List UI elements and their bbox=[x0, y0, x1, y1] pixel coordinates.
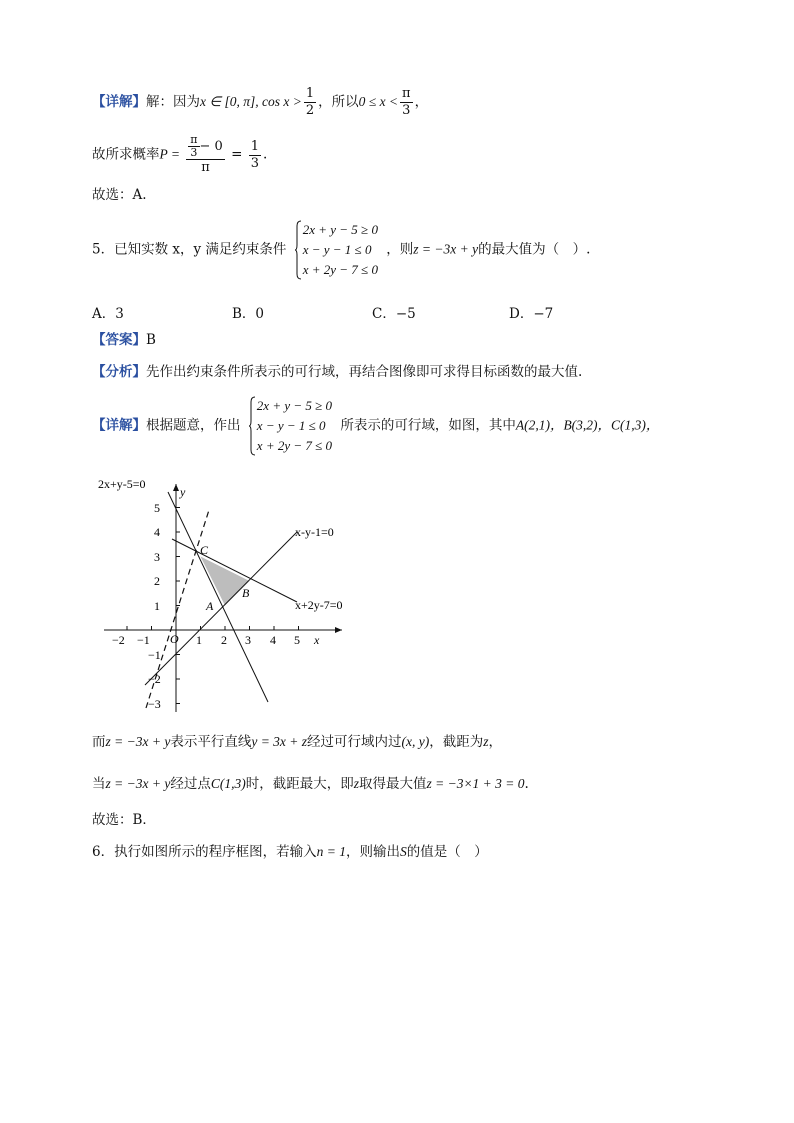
label-2x-y-5: 2x+y-5=0 bbox=[98, 477, 146, 491]
svg-text:−2: −2 bbox=[112, 633, 125, 647]
svg-text:4: 4 bbox=[154, 525, 160, 539]
option-b: B．0 bbox=[232, 306, 265, 322]
svg-text:5: 5 bbox=[294, 633, 300, 647]
svg-text:3: 3 bbox=[154, 550, 160, 564]
svg-text:−2: −2 bbox=[148, 672, 161, 686]
option-c: C．−5 bbox=[372, 306, 416, 322]
probability-line: 故所求概率P = $\frac{\pi}{3}$ − 0 π = $\frac{1}{3}$ . bbox=[92, 133, 268, 175]
brace-icon bbox=[249, 396, 256, 456]
detail-line-1: 【详解】解：因为x ∈ [0, π], cos x > $\frac{1}{2}$ ，所以0 ≤ x < $\frac{\pi}{3}$ ， bbox=[92, 86, 429, 118]
detail-tag: 【详解】 bbox=[92, 94, 146, 110]
option-a: A．3 bbox=[92, 306, 124, 322]
axis-label-x: x bbox=[314, 633, 320, 647]
svg-text:1: 1 bbox=[196, 633, 202, 647]
detail-line-2: 【详解】根据题意，作出 2x + y − 5 ≥ 0 x − y − 1 ≤ 0 x + 2y − 7 ≤ 0 所表示的可行域，如图，其中A(2,1)，B(3,2)，C(1,3)， bbox=[92, 396, 659, 456]
label-x-2y-7: x+2y-7=0 bbox=[295, 598, 343, 612]
constraint-system-detail: 2x + y − 5 ≥ 0 x − y − 1 ≤ 0 x + 2y − 7 ≤ 0 bbox=[249, 396, 332, 456]
fraction-half: $\frac{1}{2}$ bbox=[305, 86, 315, 118]
line-2x-y-5 bbox=[168, 492, 268, 702]
axis-label-y: y bbox=[180, 485, 186, 499]
line-x-y-1 bbox=[145, 532, 297, 685]
explain-line-2: 当z = −3x + y经过点C(1,3)时，截距最大，即z取得最大值z = −3×1 + 3 = 0. bbox=[92, 776, 529, 792]
svg-text:−1: −1 bbox=[148, 648, 161, 662]
svg-text:4: 4 bbox=[270, 633, 276, 647]
svg-text:5: 5 bbox=[154, 501, 160, 515]
constraint-system-q5: 2x + y − 5 ≥ 0 x − y − 1 ≤ 0 x + 2y − 7 ≤ 0 bbox=[295, 220, 378, 280]
svg-text:−3: −3 bbox=[148, 697, 161, 711]
svg-text:2: 2 bbox=[154, 574, 160, 588]
point-label-c: C bbox=[200, 543, 209, 557]
origin-label: O bbox=[170, 632, 179, 646]
brace-icon bbox=[295, 220, 302, 280]
point-label-a: A bbox=[206, 599, 214, 613]
choose-a: 故选：A. bbox=[92, 187, 147, 203]
x-arrow-icon bbox=[335, 627, 342, 633]
explain-line-1: 而z = −3x + y表示平行直线y = 3x + z经过可行域内过(x, y)，截距为z， bbox=[92, 734, 503, 750]
answer-line: 【答案】B bbox=[92, 332, 156, 348]
label-x-y-1: x-y-1=0 bbox=[295, 525, 334, 539]
probability-fraction: $\frac{\pi}{3}$ − 0 π bbox=[186, 134, 225, 176]
fraction-pi-3: $\frac{\pi}{3}$ bbox=[402, 86, 411, 118]
question-5: 5．已知实数 x，y 满足约束条件 2x + y − 5 ≥ 0 x − y − 1 ≤ 0 x + 2y − 7 ≤ 0 ，则z = −3x + y的最大值为（ ）. bbox=[92, 220, 590, 280]
choose-b: 故选：B． bbox=[92, 812, 156, 828]
feasible-region-figure bbox=[92, 472, 362, 717]
analysis-line: 【分析】先作出约束条件所表示的可行域，再结合图像即可求得目标函数的最大值. bbox=[92, 364, 583, 380]
point-label-b: B bbox=[242, 586, 250, 600]
question-6: 6．执行如图所示的程序框图，若输入n = 1，则输出S的值是（ ） bbox=[92, 844, 488, 860]
result-fraction: $\frac{1}{3}$ bbox=[250, 138, 260, 171]
svg-text:2: 2 bbox=[221, 633, 227, 647]
svg-text:−1: −1 bbox=[137, 633, 150, 647]
svg-text:1: 1 bbox=[154, 599, 160, 613]
y-arrow-icon bbox=[173, 484, 179, 491]
option-d: D．−7 bbox=[509, 306, 554, 322]
svg-text:3: 3 bbox=[245, 633, 251, 647]
